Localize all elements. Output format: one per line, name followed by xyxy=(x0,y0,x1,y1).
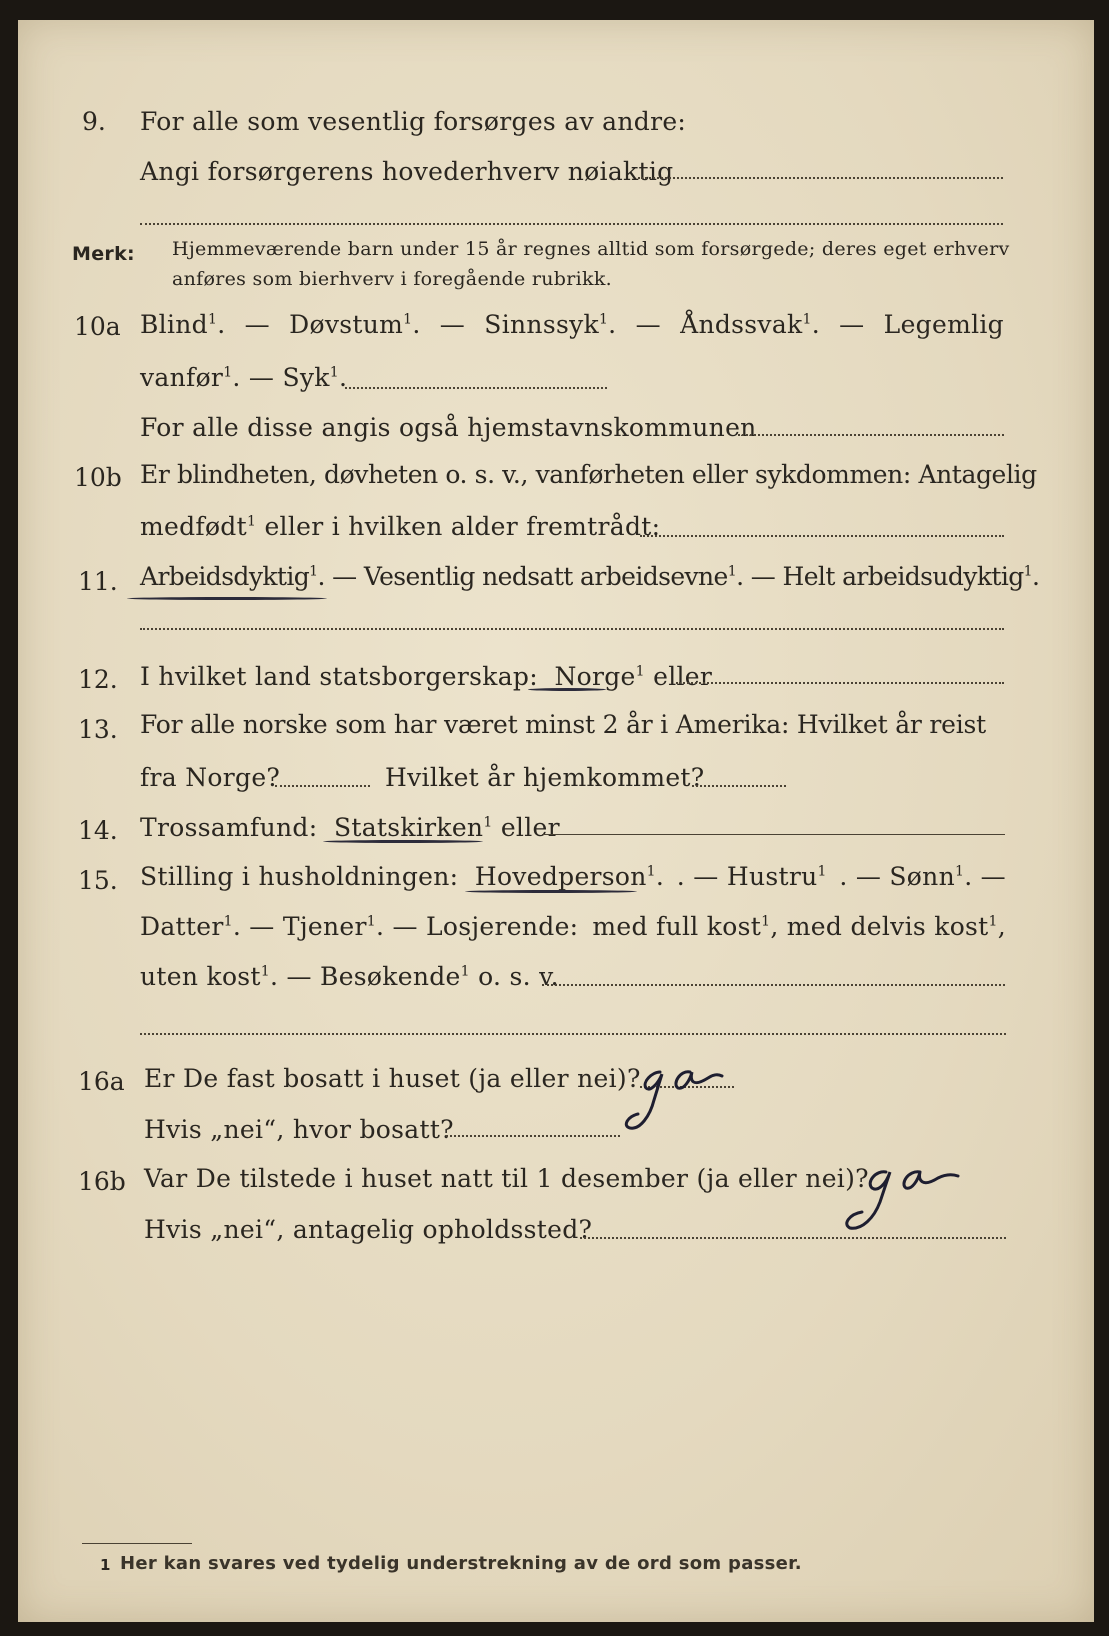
question-15-line1: Stilling i husholdningen: Hovedperson$^1$. . — Hustru$^1$ . — Sønn$^1$. — xyxy=(140,862,1006,891)
answer-line-16b xyxy=(580,1237,1006,1239)
option-arbeidsdyktig: Arbeidsdyktig xyxy=(140,562,310,591)
answer-line-14 xyxy=(542,834,1005,835)
footnote-text: Her kan svares ved tydelig understrekning av de ord som passer. xyxy=(120,1553,802,1574)
option-statskirken: Statskirken xyxy=(333,813,484,842)
answer-line-13b xyxy=(692,785,786,787)
option-legemlig: Legemlig xyxy=(883,310,1004,339)
question-12-line: I hvilket land statsborgerskap: Norge$^1$ eller xyxy=(140,662,713,691)
handwritten-answer-16b xyxy=(840,1158,970,1242)
note-label: Merk: xyxy=(72,243,135,265)
answer-line-9b xyxy=(140,223,1003,225)
question-13-line2a: fra Norge? xyxy=(140,763,281,792)
question-15-line2: Datter$^1$. — Tjener$^1$. — Losjerende: med full kost$^1$, med delvis kost$^1$, xyxy=(140,912,1006,941)
footnote-rule xyxy=(82,1543,192,1544)
question-11-number: 11. xyxy=(78,567,118,596)
answer-line-10b xyxy=(640,535,1004,537)
handwritten-underline-norge xyxy=(528,688,606,691)
note-line2: anføres som bierhverv i foregående rubrikk. xyxy=(172,268,612,290)
answer-line-11 xyxy=(140,628,1004,630)
option-blind: Blind xyxy=(140,310,208,339)
answer-line-13a xyxy=(275,785,370,787)
question-16a-line1: Er De fast bosatt i huset (ja eller nei)? xyxy=(144,1064,641,1093)
question-16a-line2: Hvis „nei“, hvor bosatt? xyxy=(144,1115,454,1144)
note-line1: Hjemmeværende barn under 15 år regnes alltid som forsørgede; deres eget erhverv xyxy=(172,238,1010,260)
question-10a-line1: Blind$^1$. — Døvstum$^1$. — Sinnssyk$^1$. — Åndssvak$^1$. — Legemlig xyxy=(140,310,1004,339)
handwritten-underline-statskirken xyxy=(323,840,483,843)
handwritten-answer-16a xyxy=(618,1060,738,1144)
answer-line-10a-2 xyxy=(738,434,1004,436)
question-13-line1: For alle norske som har været minst 2 år i Amerika: Hvilket år reist xyxy=(140,710,987,739)
question-13-number: 13. xyxy=(78,715,118,744)
footnote-mark: 1 xyxy=(100,1556,111,1574)
answer-line-16a-2 xyxy=(446,1135,620,1137)
option-sinnssyk: Sinnssyk xyxy=(484,310,599,339)
question-9-number: 9. xyxy=(82,107,106,136)
question-16b-line1: Var De tilstede i huset natt til 1 desember (ja eller nei)? xyxy=(144,1164,869,1193)
handwritten-underline-hovedperson xyxy=(465,890,637,893)
question-16a-number: 16a xyxy=(78,1067,125,1096)
question-15-number: 15. xyxy=(78,866,118,895)
answer-line-9a xyxy=(638,177,1003,179)
option-dovstum: Døvstum xyxy=(289,310,404,339)
answer-line-10a-1 xyxy=(345,387,607,389)
handwritten-underline-arbeidsdyktig xyxy=(127,597,327,600)
question-16b-number: 16b xyxy=(78,1167,126,1196)
question-15-line3: uten kost$^1$. — Besøkende$^1$ o. s. v. xyxy=(140,962,559,991)
answer-line-12 xyxy=(676,682,1004,684)
handwritten-ja-16b-glyph xyxy=(840,1158,970,1238)
question-10a-line3: For alle disse angis også hjemstavnskommunen xyxy=(140,413,757,442)
question-10b-number: 10b xyxy=(74,463,122,492)
question-10b-line2: medfødt$^1$ eller i hvilken alder fremtrådt: xyxy=(140,512,661,541)
question-14-number: 14. xyxy=(78,816,118,845)
answer-line-15a xyxy=(542,984,1005,986)
option-hovedperson: Hovedperson xyxy=(474,862,647,891)
option-norge: Norge xyxy=(554,662,636,691)
question-10b-line1: Er blindheten, døvheten o. s. v., vanførheten eller sykdommen: Antagelig xyxy=(140,460,1037,489)
question-13-line2b: Hvilket år hjemkommet? xyxy=(385,763,705,792)
question-14-line: Trossamfund: Statskirken$^1$ eller xyxy=(140,813,560,842)
answer-line-15b xyxy=(140,1033,1006,1035)
handwritten-ja-16a-glyph xyxy=(618,1060,738,1140)
question-9-line2: Angi forsørgerens hovederhverv nøiaktig xyxy=(140,157,674,186)
question-12-number: 12. xyxy=(78,665,118,694)
question-10a-line2: vanfør$^1$. — Syk$^1$. xyxy=(140,363,348,392)
question-10a-number: 10a xyxy=(74,312,121,341)
question-9-line1: For alle som vesentlig forsørges av andre: xyxy=(140,107,687,136)
question-16b-line2: Hvis „nei“, antagelig opholdssted? xyxy=(144,1215,593,1244)
option-andssvak: Åndssvak xyxy=(680,310,803,339)
question-11-line: Arbeidsdyktig$^1$. — Vesentlig nedsatt arbeidsevne$^1$. — Helt arbeidsudyktig$^1$. xyxy=(140,562,1040,591)
